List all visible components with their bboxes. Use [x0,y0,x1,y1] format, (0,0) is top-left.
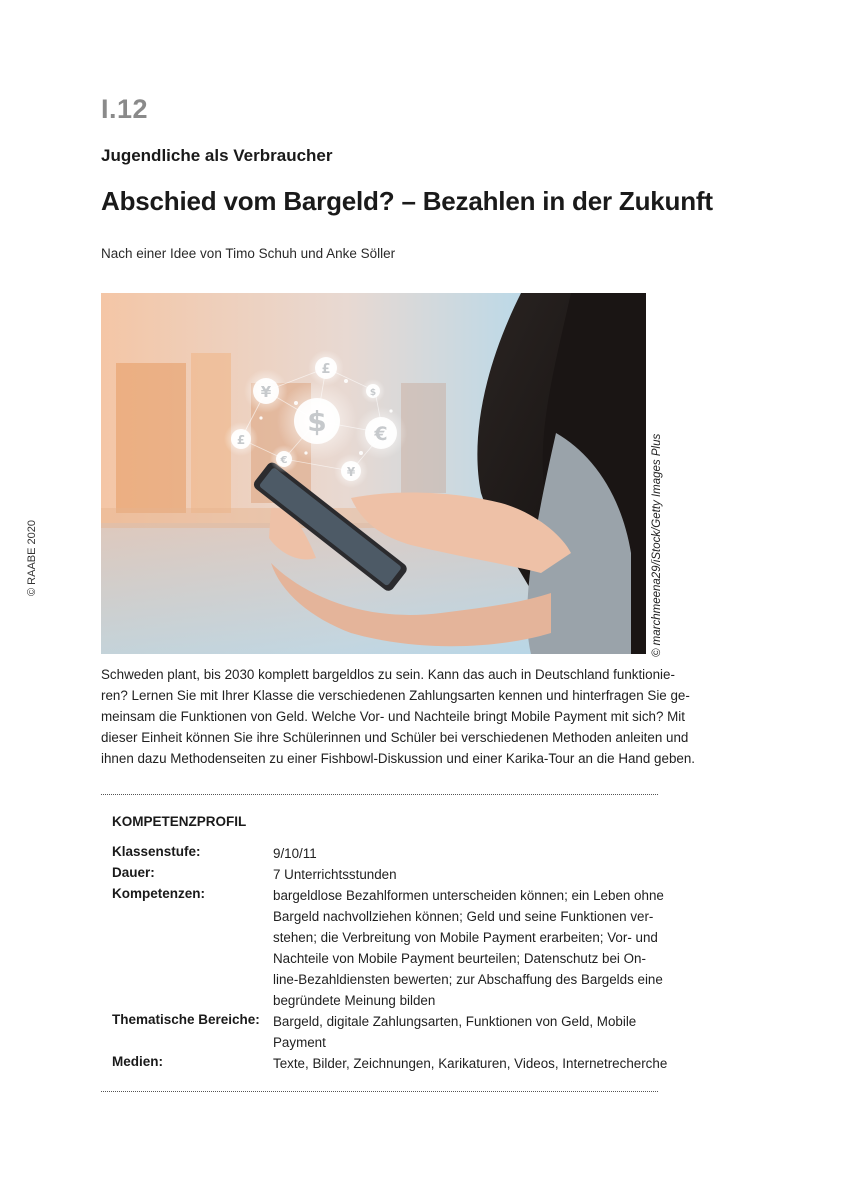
value-line: Nachteile von Mobile Payment beurteilen; Datenschutz bei On- [273,951,646,966]
copyright-notice: © RAABE 2020 [26,520,38,596]
label-medien: Medien: [112,1054,164,1069]
value-medien [273,1053,668,1074]
label-thematische-bereiche: Thematische Bereiche: [112,1012,260,1027]
value-line: stehen; die Verbreitung von Mobile Payment erarbeiten; Vor- und [273,930,658,945]
value-klassenstufe [273,843,653,864]
value-line: line-Bezahldiensten bewerten; zur Abschaffung des Bargelds eine [273,972,663,987]
value-kompetenzen [273,885,664,1011]
intro-line: ihnen dazu Methodenseiten zu einer Fishbowl-Diskussion und einer Karika-Tour an die Hand geben. [101,751,696,766]
pound-coin: £ [321,362,331,377]
value-line: begründete Meinung bilden [273,993,436,1008]
value-line: 7 Unterrichtsstunden [273,867,397,882]
value-line: 9/10/11 [273,846,317,861]
intro-line: dieser Einheit können Sie ihre Schülerinnen und Schüler bei verschiedenen Methoden anleiten und [101,730,689,745]
value-dauer [273,864,653,885]
intro-line: meinsam die Funktionen von Geld. Welche Vor- und Nachteile bringt Mobile Payment mit sich? Mit [101,709,686,724]
intro-line: ren? Lernen Sie mit Ihrer Klasse die verschiedenen Zahlungsarten kennen und hinterfragen Sie ge- [101,688,690,703]
yen-coin-small: ¥ [346,465,356,479]
value-thematische-bereiche [273,1011,653,1053]
series-title: Jugendliche als Verbraucher [101,146,333,165]
intro-line: Schweden plant, bis 2030 komplett bargeldlos zu sein. Kann das auch in Deutschland funktionie- [101,667,675,682]
section-number: I.12 [101,94,149,124]
value-line: bargeldlose Bezahlformen unterscheiden können; ein Leben ohne [273,888,664,903]
value-line: Bargeld nachvollziehen können; Geld und seine Funktionen ver- [273,909,654,924]
dollar-coin: $ [307,405,327,438]
value-line: Texte, Bilder, Zeichnungen, Karikaturen, Videos, Internetrecherche [273,1056,668,1071]
label-dauer: Dauer: [112,865,155,880]
label-klassenstufe: Klassenstufe: [112,844,201,859]
mobile-payment-photo [101,293,646,654]
dotted-divider-bottom [101,1091,658,1092]
euro-coin-small: € [280,455,288,466]
euro-coin: € [374,423,388,445]
dotted-divider-top [101,794,658,795]
label-kompetenzen: Kompetenzen: [112,886,206,901]
page-title: Abschied vom Bargeld? – Bezahlen in der Zukunft [101,186,713,216]
yen-coin: ¥ [260,383,272,401]
value-line: Bargeld, digitale Zahlungsarten, Funktionen von Geld, Mobile [273,1014,637,1029]
profile-heading: KOMPETENZPROFIL [112,814,247,829]
pound-coin-small: £ [236,433,246,447]
value-line: Payment [273,1035,326,1050]
dollar-coin-small: $ [369,388,377,398]
intro-paragraph [101,664,696,769]
photo-credit: © marchmeena29/iStock/Getty Images Plus [651,433,663,657]
authors-line: Nach einer Idee von Timo Schuh und Anke Söller [101,246,396,261]
hero-image [101,293,646,654]
